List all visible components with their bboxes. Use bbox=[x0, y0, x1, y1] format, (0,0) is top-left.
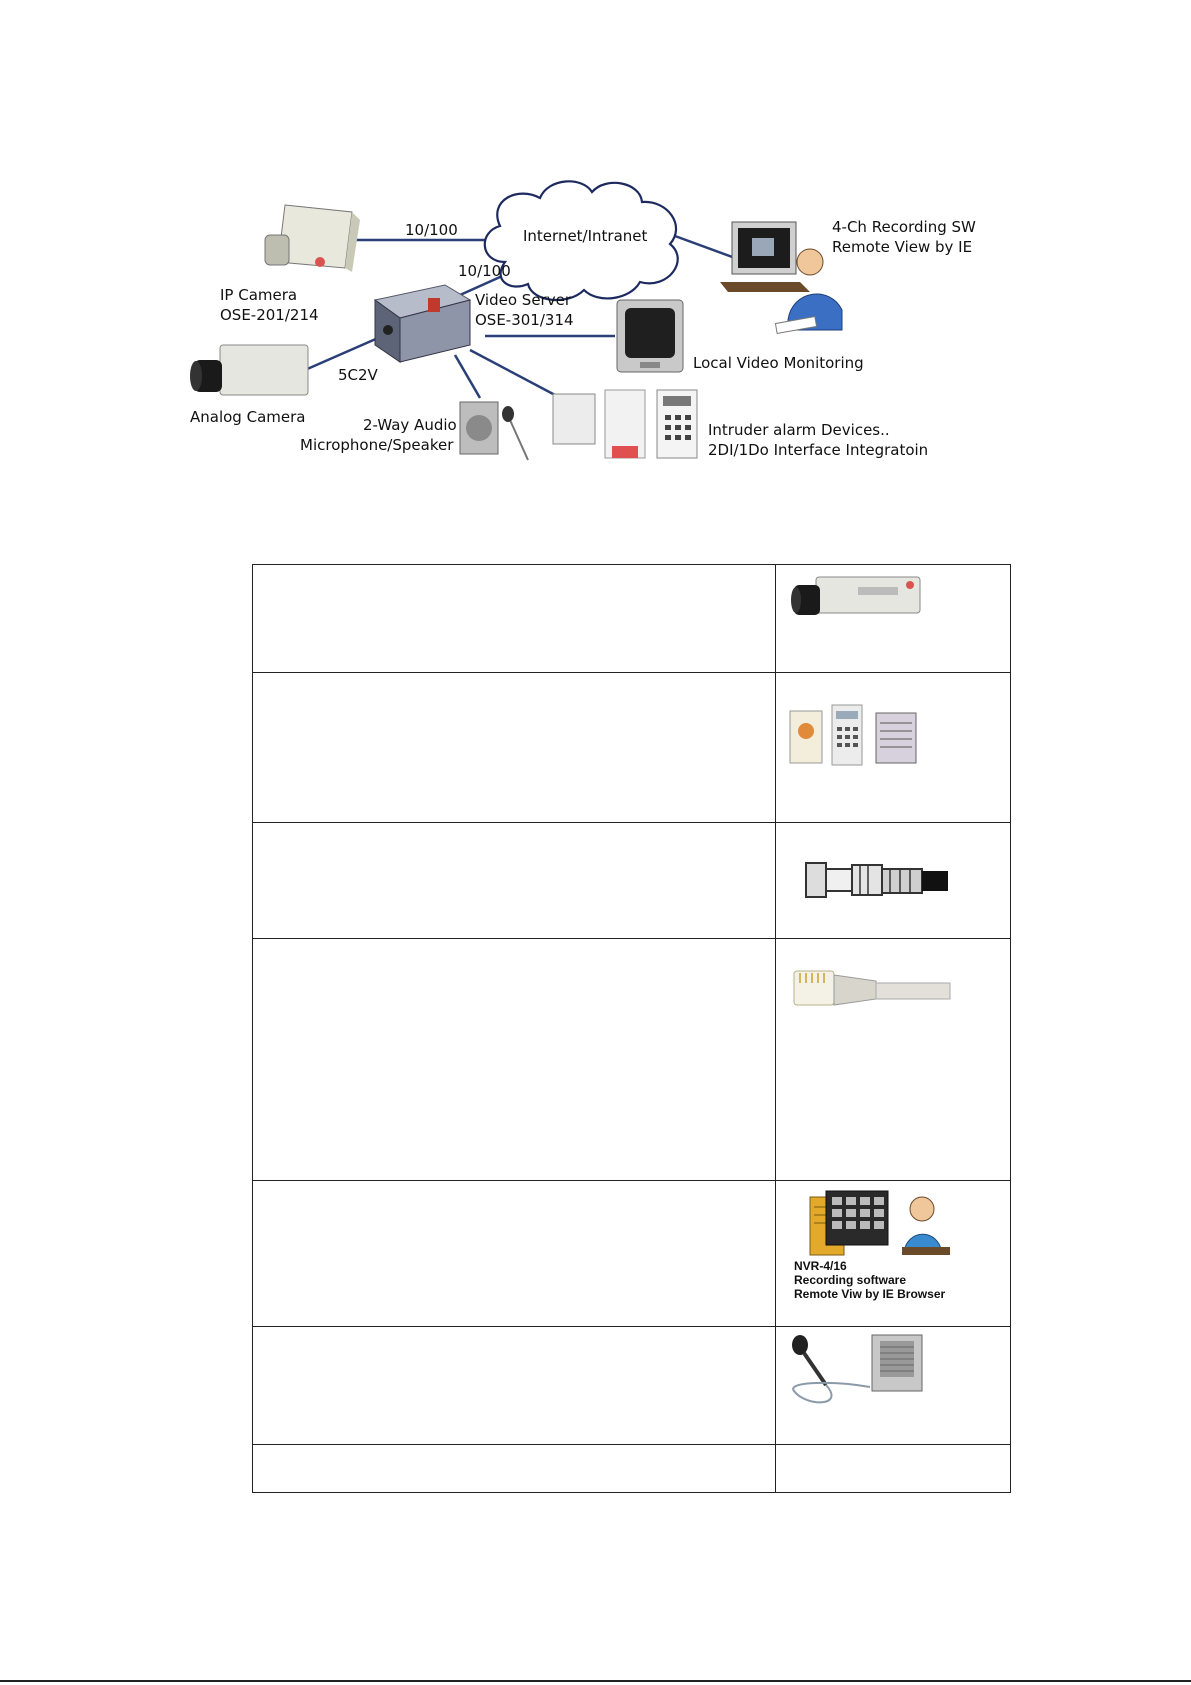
table-row bbox=[253, 939, 1011, 1181]
operator-pc-icon bbox=[720, 222, 842, 333]
nvr-caption bbox=[794, 1259, 945, 1301]
components-table bbox=[252, 564, 1011, 1493]
video-server-label-1: Video Server bbox=[475, 291, 571, 309]
link-label-server: 10/100 bbox=[458, 262, 511, 280]
monitor-icon bbox=[617, 300, 683, 372]
nvr-caption-line: Recording software bbox=[794, 1273, 907, 1287]
ip-camera-label-2: OSE-201/214 bbox=[220, 306, 319, 324]
picture-cell bbox=[776, 823, 1011, 939]
line-server-alarm bbox=[470, 350, 555, 395]
table-row bbox=[253, 673, 1011, 823]
video-server-icon bbox=[375, 285, 470, 362]
line-server-audio bbox=[455, 355, 480, 398]
description-cell bbox=[253, 823, 776, 939]
cloud-label: Internet/Intranet bbox=[523, 227, 648, 245]
alarm-devices-icon bbox=[776, 673, 1010, 813]
analog-camera-icon bbox=[776, 565, 1010, 665]
picture-cell bbox=[776, 1327, 1011, 1445]
picture-cell bbox=[776, 1445, 1011, 1493]
line-cloud-pc bbox=[675, 236, 735, 258]
analog-camera-label: Analog Camera bbox=[190, 408, 306, 426]
internet-cloud bbox=[485, 181, 678, 300]
ip-camera-icon bbox=[265, 205, 360, 272]
nvr-caption-line: NVR-4/16 bbox=[794, 1259, 847, 1273]
bnc-connector-icon bbox=[776, 823, 1010, 933]
description-cell bbox=[253, 673, 776, 823]
alarm-label-2: 2DI/1Do Interface Integratoin bbox=[708, 441, 929, 459]
nvr-caption-line: Remote Viw by IE Browser bbox=[794, 1287, 946, 1301]
table-row bbox=[253, 1181, 1011, 1327]
video-server-label-2: OSE-301/314 bbox=[475, 311, 574, 329]
local-monitor-label: Local Video Monitoring bbox=[693, 354, 864, 372]
nvr-software-icon bbox=[776, 1181, 1010, 1261]
audio-label-2: Microphone/Speaker bbox=[300, 436, 454, 454]
description-cell bbox=[253, 1327, 776, 1445]
recording-label-1: 4-Ch Recording SW bbox=[832, 218, 976, 236]
picture-cell bbox=[776, 565, 1011, 673]
page-bottom-rule bbox=[0, 1680, 1191, 1682]
audio-label-1: 2-Way Audio bbox=[363, 416, 457, 434]
analog-camera-icon bbox=[190, 345, 308, 395]
link-label-ipcam: 10/100 bbox=[405, 221, 458, 239]
description-cell bbox=[253, 1181, 776, 1327]
description-cell bbox=[253, 939, 776, 1181]
picture-cell bbox=[776, 1181, 1011, 1327]
table-row bbox=[253, 565, 1011, 673]
speaker-microphone-icon bbox=[460, 402, 528, 460]
alarm-label-1: Intruder alarm Devices.. bbox=[708, 421, 890, 439]
description-cell bbox=[253, 565, 776, 673]
ip-camera-label-1: IP Camera bbox=[220, 286, 298, 304]
network-diagram bbox=[0, 0, 1191, 480]
alarm-devices-icon bbox=[553, 390, 697, 458]
microphone-speaker-icon bbox=[776, 1327, 1010, 1437]
recording-label-2: Remote View by IE bbox=[832, 238, 973, 256]
rj45-cable-icon bbox=[776, 939, 1010, 1029]
link-label-analog: 5C2V bbox=[338, 366, 378, 384]
picture-cell bbox=[776, 673, 1011, 823]
table-row bbox=[253, 1445, 1011, 1493]
picture-cell bbox=[776, 939, 1011, 1181]
table-row bbox=[253, 823, 1011, 939]
table-row bbox=[253, 1327, 1011, 1445]
description-cell bbox=[253, 1445, 776, 1493]
